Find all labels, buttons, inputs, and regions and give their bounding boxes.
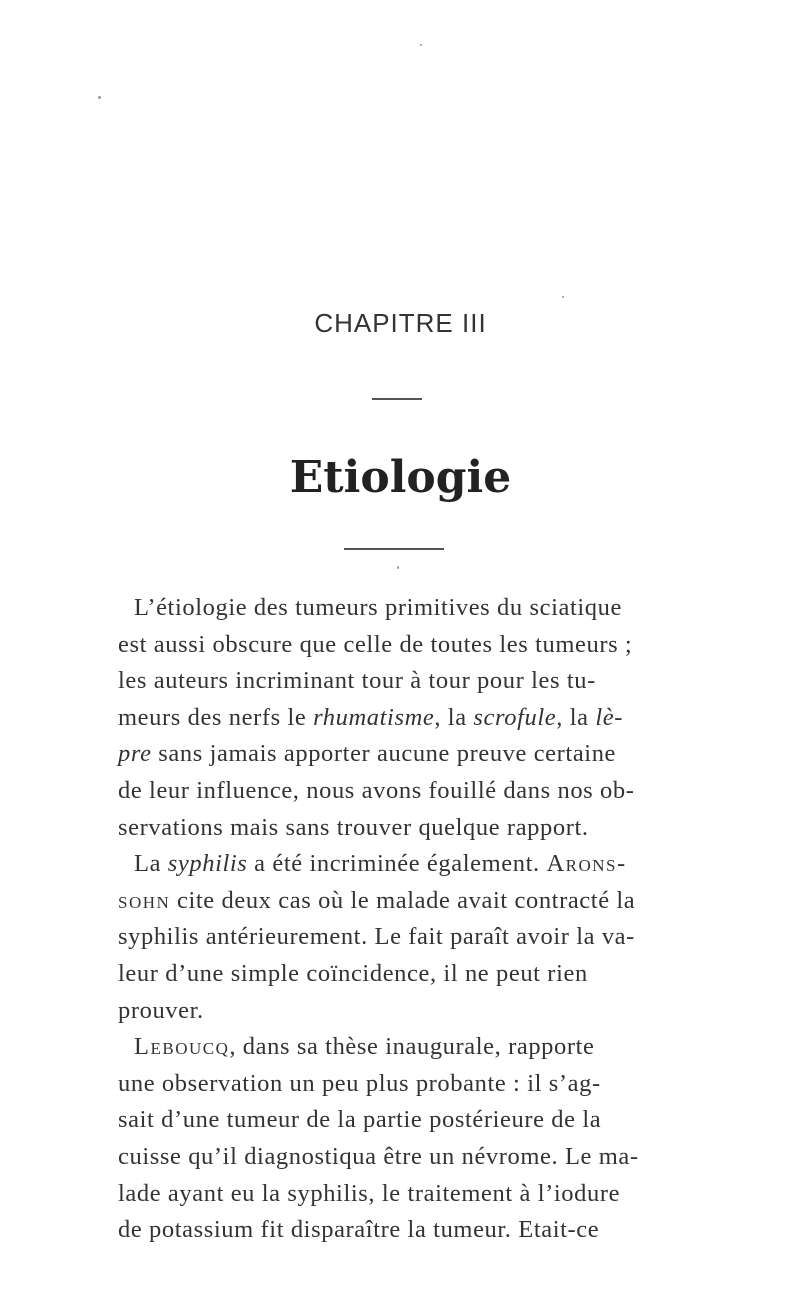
- text-run: sans jamais apporter aucune preuve certaine: [151, 740, 617, 768]
- text-line: [118, 700, 788, 737]
- text-run: sait d’une tumeur de la partie postérieure de la: [118, 1106, 602, 1134]
- italic-term: scrofule: [473, 703, 557, 731]
- text-run: cite deux cas où le malade avait contracté la: [170, 886, 636, 914]
- text-run: leur d’une simple coïncidence, il ne peut rien: [118, 959, 588, 987]
- text-line: [118, 627, 788, 664]
- text-line: [118, 1029, 788, 1066]
- text-line: [118, 1139, 788, 1176]
- text-run: , dans sa thèse inaugurale, rapporte: [229, 1033, 595, 1061]
- text-run: une observation un peu plus probante : il s’ag-: [118, 1069, 601, 1097]
- text-line: [118, 1102, 788, 1139]
- text-line: [118, 1212, 788, 1249]
- italic-term: rhumatisme: [313, 703, 435, 731]
- text-line: [118, 956, 788, 993]
- text-run: a été incriminée également.: [247, 850, 547, 878]
- text-run: meurs des nerfs le: [118, 703, 314, 731]
- paragraph: [118, 846, 788, 1029]
- text-run: , la: [556, 703, 596, 731]
- text-line: [118, 773, 788, 810]
- text-run: L’étiologie des tumeurs primitives du sciatique: [134, 594, 622, 621]
- text-run: est aussi obscure que celle de toutes les tumeurs ;: [118, 630, 633, 658]
- italic-term: lè-: [595, 703, 623, 731]
- text-run: les auteurs incriminant tour à tour pour les tu-: [118, 667, 596, 695]
- author-name: Arons-: [546, 850, 627, 878]
- paragraph: [118, 590, 788, 846]
- text-line: [118, 846, 788, 883]
- paragraph: [118, 1029, 788, 1249]
- chapter-rule: [372, 398, 422, 400]
- title-rule: [344, 548, 444, 550]
- paper-speck: [397, 566, 399, 569]
- text-line: [118, 1066, 788, 1103]
- chapter-label: CHAPITRE III: [314, 308, 487, 338]
- text-line: [118, 993, 788, 1030]
- text-run: La: [134, 850, 168, 878]
- paper-speck: [562, 296, 564, 298]
- paper-speck: [420, 44, 422, 46]
- author-name: sohn: [118, 886, 171, 914]
- text-line: [118, 1176, 788, 1213]
- text-run: de leur influence, nous avons fouillé dans nos ob-: [118, 776, 635, 804]
- paper-speck: [98, 96, 101, 99]
- text-run: syphilis antérieurement. Le fait paraît avoir la va-: [118, 923, 635, 951]
- text-run: cuisse qu’il diagnostiqua être un névrome. Le ma-: [118, 1142, 639, 1170]
- italic-term: pre: [118, 740, 152, 768]
- chapter-title: Etiologie: [289, 452, 512, 503]
- author-name: Leboucq: [134, 1033, 230, 1061]
- text-line: [118, 590, 788, 627]
- italic-term: syphilis: [167, 850, 248, 878]
- text-run: , la: [434, 703, 474, 731]
- text-line: [118, 810, 788, 847]
- text-run: servations mais sans trouver quelque rapport.: [118, 813, 589, 841]
- text-line: [118, 663, 788, 700]
- text-line: [118, 919, 788, 956]
- body-text: [118, 590, 788, 1249]
- text-line: [118, 736, 788, 773]
- text-run: lade ayant eu la syphilis, le traitement à l’iodure: [118, 1179, 621, 1207]
- text-line: [118, 883, 788, 920]
- text-run: prouver.: [118, 996, 204, 1024]
- text-run: de potassium fit disparaître la tumeur. Etait-ce: [118, 1216, 600, 1244]
